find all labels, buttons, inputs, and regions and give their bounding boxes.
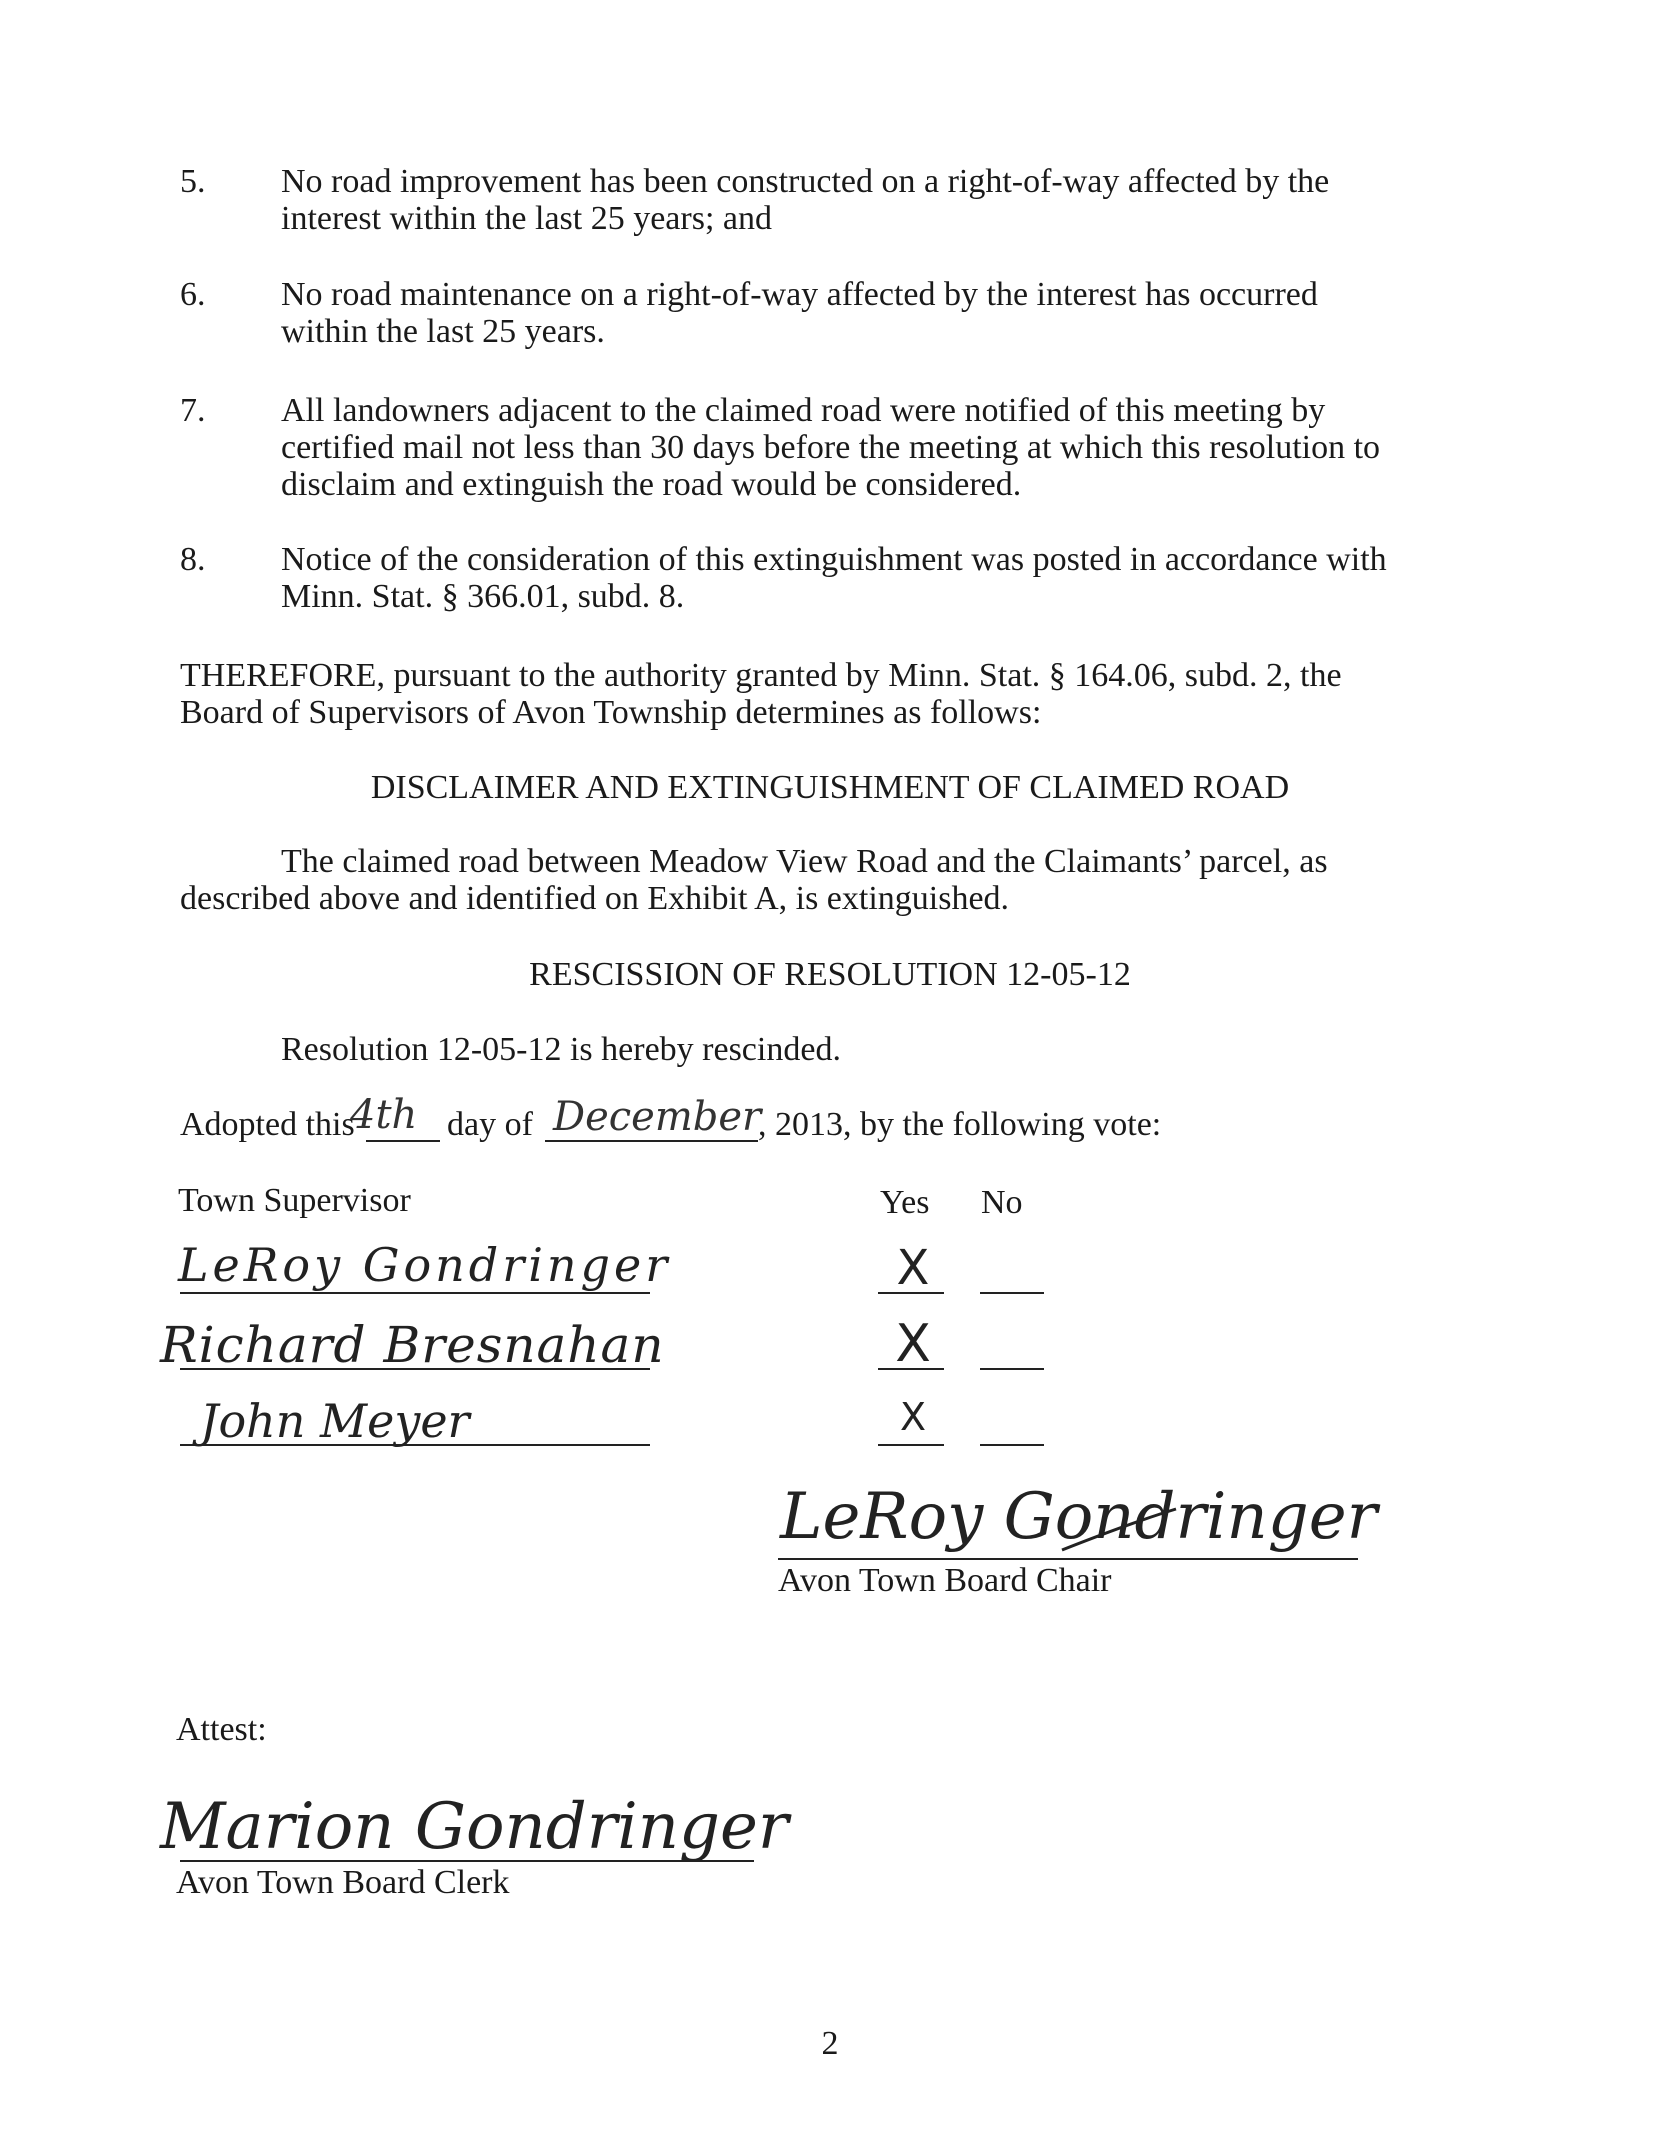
yes-blank-line bbox=[878, 1368, 944, 1370]
supervisor-signature: LeRoy Gondringer bbox=[178, 1238, 672, 1292]
attest-label: Attest: bbox=[176, 1711, 267, 1748]
adopted-suffix: , 2013, by the following vote: bbox=[758, 1106, 1162, 1143]
item-line: Notice of the consideration of this extinguishment was posted in accordance with bbox=[281, 541, 1387, 578]
yes-mark: X bbox=[899, 1395, 927, 1439]
supervisor-signature: John Meyer bbox=[200, 1394, 470, 1448]
chair-signature: LeRoy Gondringer bbox=[780, 1480, 1378, 1554]
clerk-title: Avon Town Board Clerk bbox=[176, 1864, 510, 1901]
page-number: 2 bbox=[821, 2025, 839, 2062]
yes-header: Yes bbox=[880, 1184, 930, 1221]
adopted-prefix: Adopted this bbox=[180, 1106, 355, 1143]
clerk-signature: Marion Gondringer bbox=[160, 1790, 789, 1864]
signature-line bbox=[180, 1292, 650, 1294]
no-blank-line bbox=[980, 1292, 1044, 1294]
supervisor-header: Town Supervisor bbox=[178, 1182, 411, 1219]
adopted-day-handwritten: 4th bbox=[350, 1092, 418, 1138]
item-line: All landowners adjacent to the claimed road were notified of this meeting by bbox=[281, 392, 1326, 429]
item-number: 8. bbox=[180, 541, 206, 578]
disclaimer-paragraph-line: The claimed road between Meadow View Road and the Claimants’ parcel, as bbox=[281, 843, 1328, 880]
therefore-line: Board of Supervisors of Avon Township determines as follows: bbox=[180, 694, 1042, 731]
adopted-month-handwritten: December bbox=[553, 1094, 762, 1140]
no-blank-line bbox=[980, 1368, 1044, 1370]
item-line: No road improvement has been constructed on a right-of-way affected by the bbox=[281, 163, 1330, 200]
yes-mark: X bbox=[895, 1314, 931, 1374]
item-line: Minn. Stat. § 366.01, subd. 8. bbox=[281, 578, 685, 615]
item-line: disclaim and extinguish the road would be considered. bbox=[281, 466, 1022, 503]
no-header: No bbox=[981, 1184, 1023, 1221]
item-line: certified mail not less than 30 days before the meeting at which this resolution to bbox=[281, 429, 1381, 466]
adopted-mid: day of bbox=[447, 1106, 533, 1143]
item-number: 5. bbox=[180, 163, 206, 200]
signature-line bbox=[180, 1444, 650, 1446]
therefore-line: THEREFORE, pursuant to the authority granted by Minn. Stat. § 164.06, subd. 2, the bbox=[180, 657, 1342, 694]
yes-mark: X bbox=[896, 1240, 930, 1296]
no-blank-line bbox=[980, 1444, 1044, 1446]
disclaimer-paragraph-line: described above and identified on Exhibit A, is extinguished. bbox=[180, 880, 1010, 917]
signature-line bbox=[180, 1368, 650, 1370]
item-line: No road maintenance on a right-of-way affected by the interest has occurred bbox=[281, 276, 1318, 313]
signature-flourish bbox=[1060, 1505, 1180, 1555]
section-heading-disclaimer: DISCLAIMER AND EXTINGUISHMENT OF CLAIMED ROAD bbox=[370, 769, 1290, 806]
supervisor-signature: Richard Bresnahan bbox=[160, 1316, 665, 1374]
month-blank-line bbox=[545, 1140, 758, 1142]
section-heading-rescission: RESCISSION OF RESOLUTION 12-05-12 bbox=[529, 956, 1131, 993]
item-number: 6. bbox=[180, 276, 206, 313]
day-blank-line bbox=[366, 1140, 440, 1142]
rescission-paragraph: Resolution 12-05-12 is hereby rescinded. bbox=[281, 1031, 841, 1068]
chair-signature-line bbox=[778, 1558, 1358, 1560]
item-line: interest within the last 25 years; and bbox=[281, 200, 772, 237]
chair-label: Avon Town Board Chair bbox=[778, 1562, 1112, 1599]
item-line: within the last 25 years. bbox=[281, 313, 605, 350]
yes-blank-line bbox=[878, 1292, 944, 1294]
clerk-signature-line bbox=[180, 1860, 754, 1862]
yes-blank-line bbox=[878, 1444, 944, 1446]
item-number: 7. bbox=[180, 392, 206, 429]
